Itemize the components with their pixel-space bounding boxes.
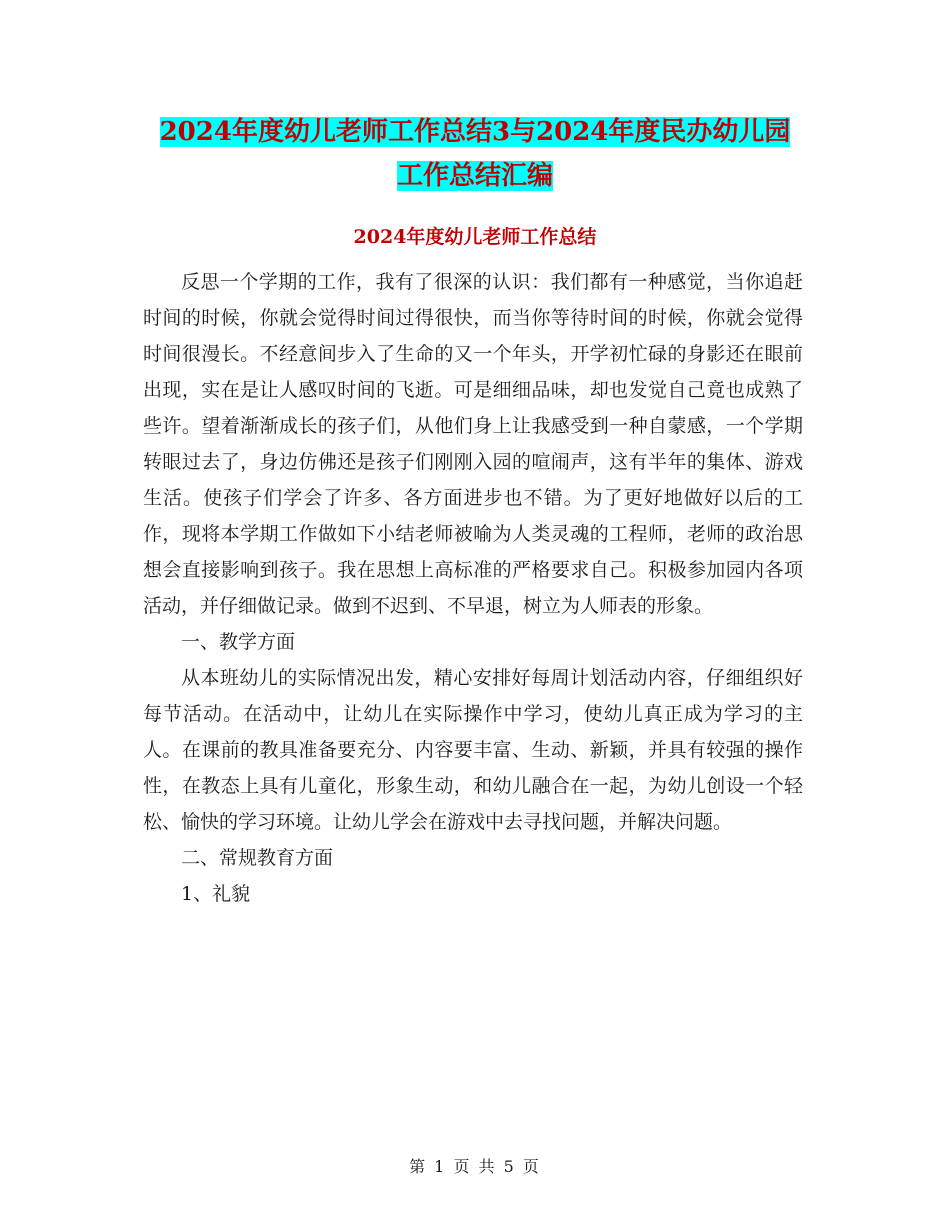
subheading-manners: 1、礼貌: [181, 883, 251, 905]
document-title: [0, 110, 950, 198]
paragraph-intro: 反思一个学期的工作，我有了很深的认识：我们都有一种感觉，当你追赶时间的时候，你就会觉得时间过得很快，而当你等待时间的时候，你就会觉得时间很漫长。不经意间步入了生命的又一个年头，开学初忙碌的身影还在眼前出现，实在是让人感叹时间的飞逝。可是细细品味，却也发觉自己竟也成熟了些许。望着渐渐成长的孩子们，从他们身上让我感受到一种自蒙感，一个学期转眼过去了，身边仿佛还是孩子们刚刚入园的喧闹声，这有半年的集体、游戏生活。使孩子们学会了许多、各方面进步也不错。为了更好地做好以后的工作，现将本学期工作做如下小结老师被喻为人类灵魂的工程师，老师的政治思想会直接影响到孩子。我在思想上高标准的严格要求自己。积极参加园内各项活动，并仔细做记录。做到不迟到、不早退，树立为人师表的形象。: [143, 271, 803, 617]
section-title: 2024年度幼儿老师工作总结: [353, 226, 597, 248]
document-body: [143, 264, 803, 912]
document-title-line2: 工作总结汇编: [396, 161, 553, 191]
document-title-line1: 2024年度幼儿老师工作总结3与2024年度民办幼儿园: [159, 117, 791, 147]
heading-routine-education: 二、常规教育方面: [181, 847, 334, 869]
paragraph-teaching: 从本班幼儿的实际情况出发，精心安排好每周计划活动内容，仔细组织好每节活动。在活动中，让幼儿在实际操作中学习，使幼儿真正成为学习的主人。在课前的教具准备要充分、内容要丰富、生动、新颖，并具有较强的操作性，在教态上具有儿童化，形象生动，和幼儿融合在一起，为幼儿创设一个轻松、愉快的学习环境。让幼儿学会在游戏中去寻找问题，并解决问题。: [143, 667, 803, 833]
page-footer: 第 1 页 共 5 页: [409, 1157, 541, 1176]
heading-teaching: 一、教学方面: [181, 631, 296, 653]
